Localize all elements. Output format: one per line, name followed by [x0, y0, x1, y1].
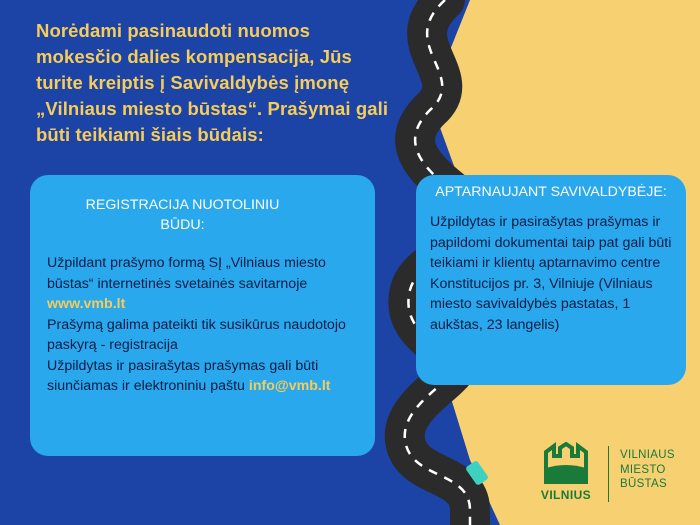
logo-divider: [608, 446, 609, 502]
municipality-service-card: [416, 175, 686, 385]
remote-registration-text-3: Užpildytas ir pasirašytas prašymas gali būti siunčiamas ir elektroniniu paštu: [47, 357, 319, 394]
municipality-service-text-1: Užpildytas ir pasirašytas prašymas ir papildomi dokumentai taip pat gali būti teikiami ir klientų aptarnavimo centre: [430, 214, 672, 271]
org-line-1: VILNIAUS: [620, 449, 675, 461]
remote-registration-card: [30, 175, 375, 456]
vilnius-crest-icon: [540, 442, 592, 484]
municipality-service-body: [430, 212, 680, 335]
org-line-2: MIESTO: [620, 463, 666, 476]
headline: Norėdami pasinaudoti nuomos mokesčio dalies kompensacija, Jūs turite kreiptis į Savivaldybės įmonę „Vilniaus miesto būstas“. Prašymai gali būti teikiami šiais būdais:: [36, 20, 389, 145]
remote-registration-title-line1: REGISTRACIJA NUOTOLINIU: [85, 197, 280, 213]
website-link[interactable]: www.vmb.lt: [47, 296, 126, 312]
remote-registration-text-1: Užpildant prašymo formą SĮ „Vilniaus miesto būstas“ internetinės svetainės savitarnoje: [47, 255, 326, 292]
remote-registration-title-line2: BŪDU:: [160, 217, 205, 233]
remote-registration-text-2: Prašymą galima pateikti tik susikūrus naudotojo paskyrą - registracija: [47, 316, 346, 353]
email-link[interactable]: info@vmb.lt: [248, 378, 331, 394]
municipality-service-title: APTARNAUJANT SAVIVALDYBĖJE:: [435, 184, 667, 200]
remote-registration-body: [47, 253, 367, 397]
vilniaus-miesto-bustas-wordmark: [620, 448, 675, 492]
municipality-service-address: Konstitucijos pr. 3, Vilniuje (Vilniaus miesto savivaldybės pastatas, 1 aukštas, 23 langelis): [430, 275, 653, 333]
org-line-3: BŪSTAS: [620, 478, 667, 490]
remote-registration-title: [30, 195, 335, 235]
vilnius-logo: [520, 440, 700, 510]
vilnius-wordmark: VILNIUS: [540, 488, 592, 502]
